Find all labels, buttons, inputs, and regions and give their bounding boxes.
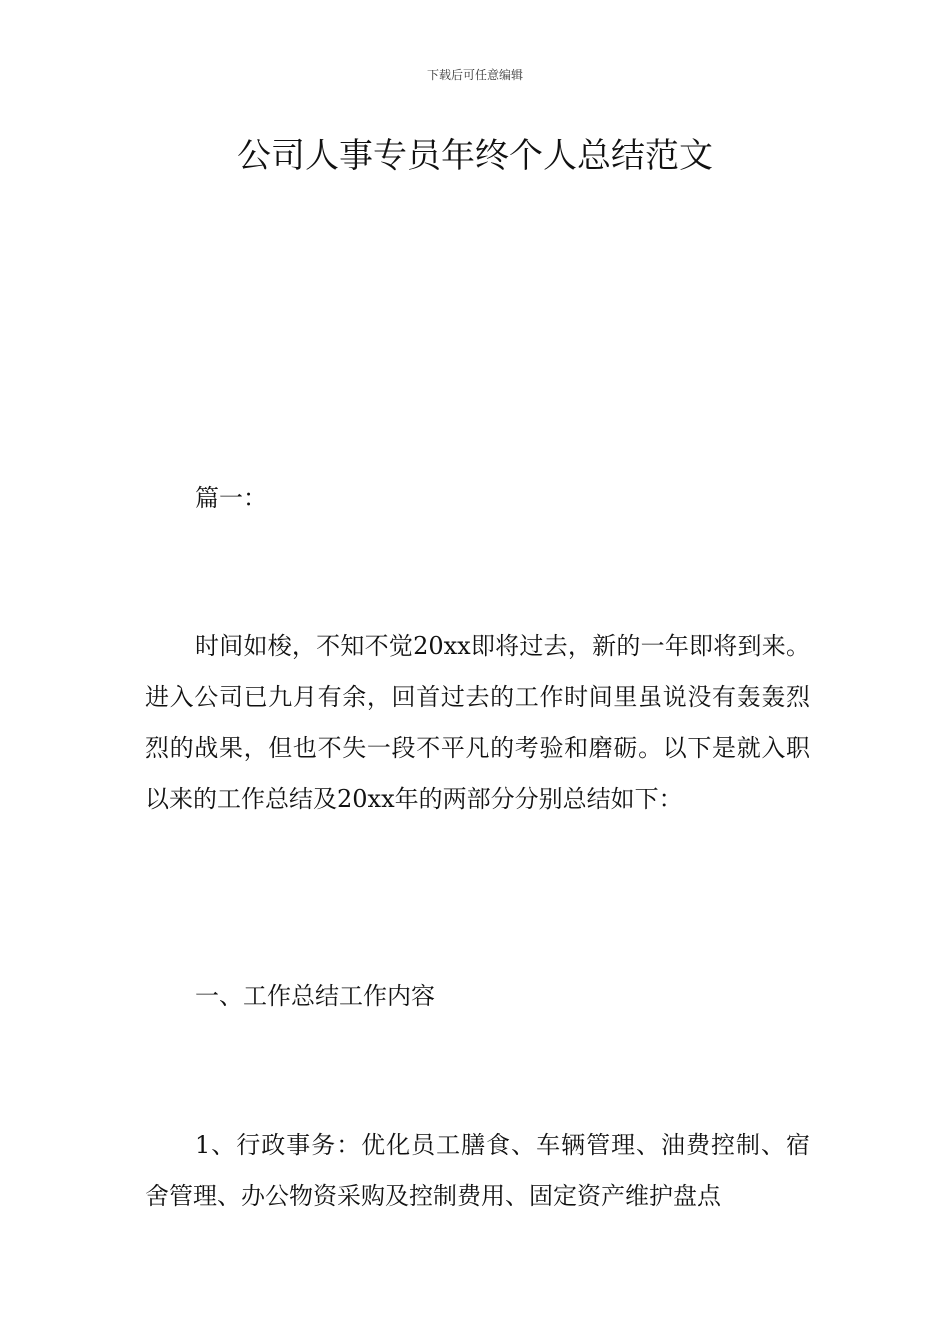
section-heading: 一、工作总结工作内容 bbox=[195, 982, 435, 1010]
document-title: 公司人事专员年终个人总结范文 bbox=[237, 136, 713, 176]
header-note: 下载后可任意编辑 bbox=[426, 68, 523, 82]
intro-paragraph: 时间如梭，不知不觉20xx即将过去，新的一年即将到来。进入公司已九月有余，回首过去的工作时间里虽说没有轰轰烈烈的战果，但也不失一段不平凡的考验和磨砺。以下是就入职以来的工作总结及20xx年的两部分分别总结如下： bbox=[145, 632, 810, 813]
list-item-paragraph: 1、行政事务：优化员工膳食、车辆管理、油费控制、宿舍管理、办公物资采购及控制费用、固定资产维护盘点 bbox=[145, 1131, 810, 1210]
section-label: 篇一： bbox=[195, 484, 267, 512]
